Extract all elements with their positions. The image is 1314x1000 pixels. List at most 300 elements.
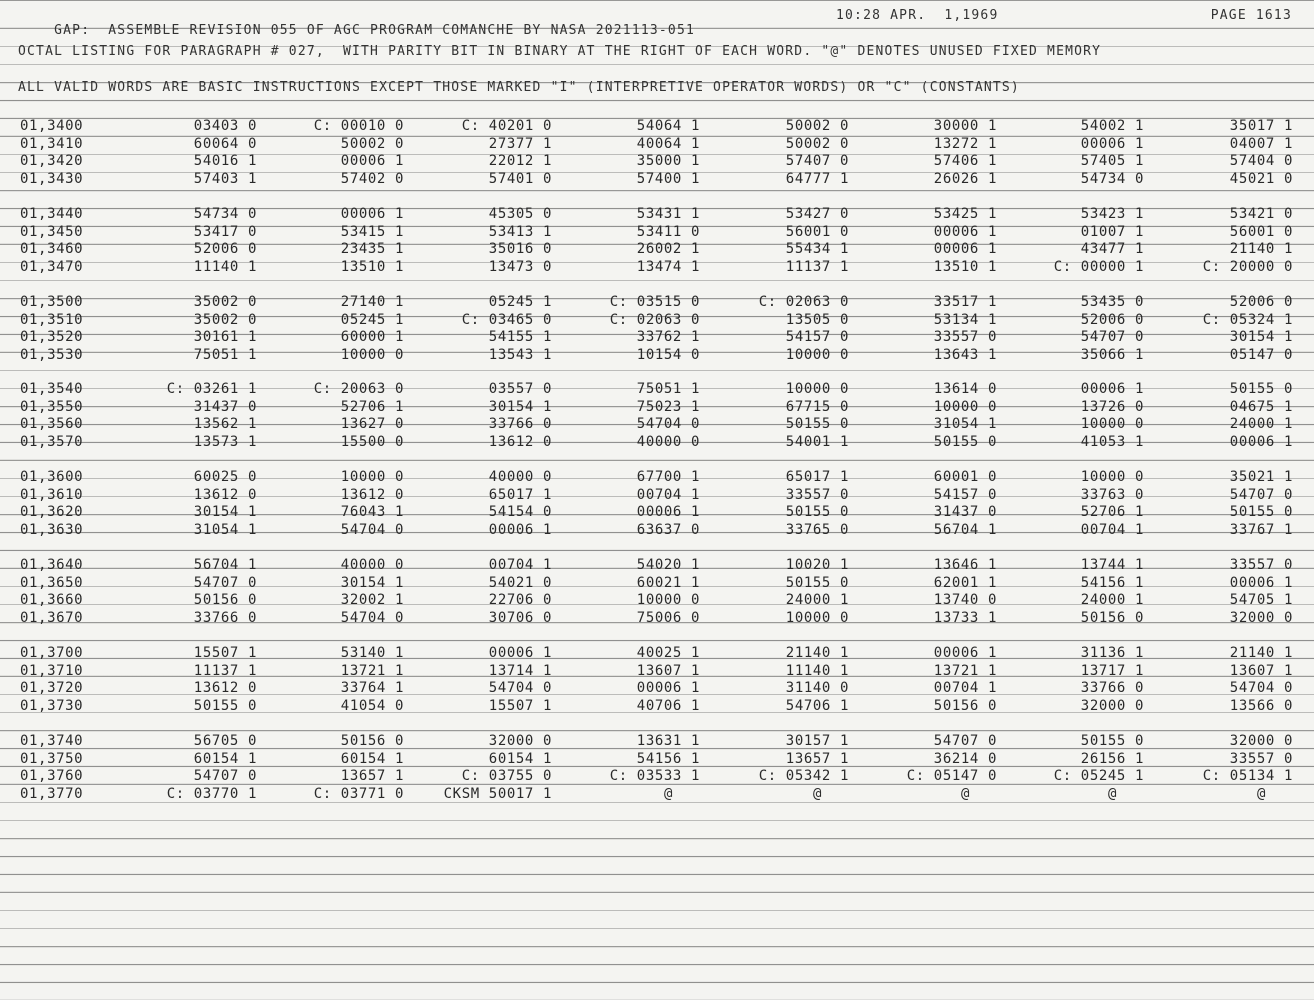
word-cell: 13657 1 xyxy=(340,768,404,785)
word-cell: 10154 0 xyxy=(636,346,700,363)
word-cell: 50155 0 xyxy=(933,433,997,450)
word-cell: 35021 1 xyxy=(1229,469,1293,485)
word-cell: 33557 0 xyxy=(785,486,849,503)
word-cell: 23435 1 xyxy=(340,241,404,258)
word-cell: 11140 1 xyxy=(193,258,257,275)
word-cell: @ xyxy=(1107,785,1117,802)
word-cell: 53134 1 xyxy=(933,311,997,328)
word-cell: 10000 0 xyxy=(785,381,849,397)
word-cell: 40706 1 xyxy=(636,697,700,714)
word-cell: 10020 1 xyxy=(785,557,849,573)
listing-row xyxy=(0,557,1314,575)
word-cell: 26002 1 xyxy=(636,241,700,258)
listing-row xyxy=(0,312,1314,330)
word-cell: 04675 1 xyxy=(1229,398,1293,415)
word-cell: 62001 1 xyxy=(933,574,997,591)
word-cell: 52006 0 xyxy=(193,241,257,258)
word-cell: 10000 0 xyxy=(785,346,849,363)
word-cell: 60154 1 xyxy=(193,750,257,767)
word-cell: 57402 0 xyxy=(340,170,404,187)
word-cell: 50156 0 xyxy=(933,697,997,714)
listing-row xyxy=(0,504,1314,522)
word-cell: 50155 0 xyxy=(785,574,849,591)
word-cell: 54704 0 xyxy=(636,416,700,433)
word-cell: 53423 1 xyxy=(1080,206,1144,222)
word-cell: 40064 1 xyxy=(636,135,700,152)
word-cell: 30154 1 xyxy=(340,574,404,591)
listing-group xyxy=(0,645,1314,715)
word-cell: 50155 0 xyxy=(785,504,849,521)
word-cell: C: 20000 0 xyxy=(1202,258,1293,275)
listing-row xyxy=(0,751,1314,769)
listing-group xyxy=(0,294,1314,364)
word-cell: 32000 0 xyxy=(1229,609,1293,626)
word-cell: 53417 0 xyxy=(193,223,257,240)
word-cell: 13744 1 xyxy=(1080,557,1144,573)
address-cell: 01,3420 xyxy=(20,153,84,170)
listing-row xyxy=(0,680,1314,698)
listing-row xyxy=(0,259,1314,277)
address-cell: 01,3630 xyxy=(20,521,84,538)
address-cell: 01,3520 xyxy=(20,329,84,346)
word-cell: 10000 0 xyxy=(340,346,404,363)
word-cell: 13614 0 xyxy=(933,381,997,397)
word-cell: C: 00000 1 xyxy=(1053,258,1144,275)
word-cell: @ xyxy=(663,785,673,802)
word-cell: 00006 1 xyxy=(488,645,552,661)
word-cell: 54707 0 xyxy=(193,574,257,591)
word-cell: 52006 0 xyxy=(1229,294,1293,310)
address-cell: 01,3760 xyxy=(20,768,84,785)
word-cell: 22012 1 xyxy=(488,153,552,170)
word-cell: 00006 1 xyxy=(340,206,404,222)
listing-row xyxy=(0,522,1314,540)
word-cell: 60000 1 xyxy=(340,329,404,346)
word-cell: 03403 0 xyxy=(193,118,257,134)
address-cell: 01,3470 xyxy=(20,258,84,275)
word-cell: 10000 0 xyxy=(785,609,849,626)
listing-row xyxy=(0,610,1314,628)
address-cell: 01,3430 xyxy=(20,170,84,187)
word-cell: 13657 1 xyxy=(785,750,849,767)
word-cell: 54001 1 xyxy=(785,433,849,450)
listing-row xyxy=(0,381,1314,399)
listing-row xyxy=(0,224,1314,242)
word-cell: 50156 0 xyxy=(340,733,404,749)
word-cell: 13612 0 xyxy=(193,680,257,697)
page-number: PAGE 1613 xyxy=(1210,8,1292,23)
word-cell: 50002 0 xyxy=(785,118,849,134)
word-cell: C: 03770 1 xyxy=(166,785,257,802)
word-cell: @ xyxy=(1256,785,1266,802)
address-cell: 01,3650 xyxy=(20,574,84,591)
word-cell: 54705 1 xyxy=(1229,592,1293,609)
word-cell: C: 03261 1 xyxy=(166,381,257,397)
word-cell: 35002 0 xyxy=(193,311,257,328)
word-cell: 27140 1 xyxy=(340,294,404,310)
word-cell: 54155 1 xyxy=(488,329,552,346)
word-cell: 53140 1 xyxy=(340,645,404,661)
word-cell: 64777 1 xyxy=(785,170,849,187)
word-cell: 13543 1 xyxy=(488,346,552,363)
address-cell: 01,3400 xyxy=(20,118,84,134)
word-cell: 30161 1 xyxy=(193,329,257,346)
listing-row xyxy=(0,153,1314,171)
word-cell: 45305 0 xyxy=(488,206,552,222)
listing-row xyxy=(0,592,1314,610)
word-cell: 00006 1 xyxy=(1080,381,1144,397)
word-cell: C: 05245 1 xyxy=(1053,768,1144,785)
word-cell: 00006 1 xyxy=(636,680,700,697)
word-cell: 57407 0 xyxy=(785,153,849,170)
listing-row xyxy=(0,645,1314,663)
word-cell: 54020 1 xyxy=(636,557,700,573)
listing-row xyxy=(0,469,1314,487)
word-cell: 13646 1 xyxy=(933,557,997,573)
word-cell: CKSM 50017 1 xyxy=(443,785,552,802)
word-cell: 00006 1 xyxy=(636,504,700,521)
address-cell: 01,3550 xyxy=(20,398,84,415)
word-cell: 45021 0 xyxy=(1229,170,1293,187)
word-cell: 00704 1 xyxy=(1080,521,1144,538)
word-cell: 00006 1 xyxy=(340,153,404,170)
word-cell: 33557 0 xyxy=(1229,750,1293,767)
word-cell: 13562 1 xyxy=(193,416,257,433)
word-cell: 36214 0 xyxy=(933,750,997,767)
address-cell: 01,3510 xyxy=(20,311,84,328)
word-cell: 57400 1 xyxy=(636,170,700,187)
word-cell: 50155 0 xyxy=(193,697,257,714)
listing-group xyxy=(0,733,1314,803)
address-cell: 01,3730 xyxy=(20,697,84,714)
word-cell: 10000 0 xyxy=(1080,416,1144,433)
word-cell: 13607 1 xyxy=(636,662,700,679)
address-cell: 01,3540 xyxy=(20,381,84,397)
listing-row xyxy=(0,575,1314,593)
word-cell: 04007 1 xyxy=(1229,135,1293,152)
address-cell: 01,3700 xyxy=(20,645,84,661)
address-cell: 01,3560 xyxy=(20,416,84,433)
word-cell: C: 02063 0 xyxy=(758,294,849,310)
address-cell: 01,3670 xyxy=(20,609,84,626)
word-cell: 75023 1 xyxy=(636,398,700,415)
word-cell: 10000 0 xyxy=(1080,469,1144,485)
word-cell: 13612 0 xyxy=(193,486,257,503)
word-cell: 54704 0 xyxy=(1229,680,1293,697)
word-cell: 54707 0 xyxy=(1229,486,1293,503)
word-cell: 01007 1 xyxy=(1080,223,1144,240)
word-cell: 15507 1 xyxy=(193,645,257,661)
word-cell: 33517 1 xyxy=(933,294,997,310)
listing-row xyxy=(0,329,1314,347)
listing-row xyxy=(0,733,1314,751)
word-cell: 60021 1 xyxy=(636,574,700,591)
listing-group xyxy=(0,469,1314,539)
header-note: ALL VALID WORDS ARE BASIC INSTRUCTIONS EXCEPT THOSE MARKED "I" (INTERPRETIVE OPERATOR WORDS) OR "C" (CONSTANTS) xyxy=(18,80,1020,95)
word-cell: 33767 1 xyxy=(1229,521,1293,538)
word-cell: 33763 0 xyxy=(1080,486,1144,503)
word-cell: 32000 0 xyxy=(488,733,552,749)
header-subtitle: OCTAL LISTING FOR PARAGRAPH # 027, WITH PARITY BIT IN BINARY AT THE RIGHT OF EACH WORD. "@" DENOTES UNUSED FIXED MEMORY xyxy=(18,44,1102,59)
listing-group xyxy=(0,557,1314,627)
address-cell: 01,3440 xyxy=(20,206,84,222)
word-cell: 54707 0 xyxy=(193,768,257,785)
listing-row xyxy=(0,416,1314,434)
word-cell: 67700 1 xyxy=(636,469,700,485)
word-cell: 33766 0 xyxy=(193,609,257,626)
word-cell: 60001 0 xyxy=(933,469,997,485)
word-cell: 13272 1 xyxy=(933,135,997,152)
word-cell: 35002 0 xyxy=(193,294,257,310)
word-cell: 31437 0 xyxy=(193,398,257,415)
word-cell: 57404 0 xyxy=(1229,153,1293,170)
listing-row xyxy=(0,294,1314,312)
word-cell: 24000 1 xyxy=(1229,416,1293,433)
word-cell: 33765 0 xyxy=(785,521,849,538)
word-cell: 54154 0 xyxy=(488,504,552,521)
word-cell: 56001 0 xyxy=(785,223,849,240)
word-cell: C: 02063 0 xyxy=(609,311,700,328)
word-cell: 55434 1 xyxy=(785,241,849,258)
listing-row xyxy=(0,136,1314,154)
word-cell: 54704 0 xyxy=(488,680,552,697)
listing-row xyxy=(0,434,1314,452)
word-cell: 54156 1 xyxy=(636,750,700,767)
word-cell: 53413 1 xyxy=(488,223,552,240)
word-cell: 53425 1 xyxy=(933,206,997,222)
word-cell: 32000 0 xyxy=(1080,697,1144,714)
word-cell: 33762 1 xyxy=(636,329,700,346)
word-cell: 13631 1 xyxy=(636,733,700,749)
word-cell: 32002 1 xyxy=(340,592,404,609)
word-cell: C: 03771 0 xyxy=(313,785,404,802)
word-cell: 31437 0 xyxy=(933,504,997,521)
address-cell: 01,3570 xyxy=(20,433,84,450)
word-cell: 57405 1 xyxy=(1080,153,1144,170)
word-cell: 00006 1 xyxy=(933,241,997,258)
word-cell: 13627 0 xyxy=(340,416,404,433)
header-timestamp: 10:28 APR. 1,1969 xyxy=(836,8,999,23)
word-cell: 75006 0 xyxy=(636,609,700,626)
word-cell: 50156 0 xyxy=(193,592,257,609)
word-cell: 54707 0 xyxy=(933,733,997,749)
word-cell: 05147 0 xyxy=(1229,346,1293,363)
word-cell: 13721 1 xyxy=(933,662,997,679)
word-cell: 57401 0 xyxy=(488,170,552,187)
word-cell: 10000 0 xyxy=(933,398,997,415)
word-cell: 65017 1 xyxy=(785,469,849,485)
word-cell: 13607 1 xyxy=(1229,662,1293,679)
word-cell: 50155 0 xyxy=(1229,381,1293,397)
word-cell: 13714 1 xyxy=(488,662,552,679)
word-cell: C: 05147 0 xyxy=(906,768,997,785)
word-cell: 50155 0 xyxy=(1229,504,1293,521)
word-cell: 10000 0 xyxy=(636,592,700,609)
word-cell: 33766 0 xyxy=(1080,680,1144,697)
word-cell: 54706 1 xyxy=(785,697,849,714)
address-cell: 01,3710 xyxy=(20,662,84,679)
word-cell: 00006 1 xyxy=(1080,135,1144,152)
word-cell: 75051 1 xyxy=(636,381,700,397)
word-cell: 54016 1 xyxy=(193,153,257,170)
word-cell: 30706 0 xyxy=(488,609,552,626)
word-cell: 50155 0 xyxy=(785,416,849,433)
word-cell: 53427 0 xyxy=(785,206,849,222)
word-cell: 33557 0 xyxy=(933,329,997,346)
word-cell: C: 20063 0 xyxy=(313,381,404,397)
listing-row xyxy=(0,171,1314,189)
word-cell: 67715 0 xyxy=(785,398,849,415)
word-cell: 13643 1 xyxy=(933,346,997,363)
word-cell: 35000 1 xyxy=(636,153,700,170)
word-cell: 50002 0 xyxy=(340,135,404,152)
listing-row xyxy=(0,663,1314,681)
word-cell: 27377 1 xyxy=(488,135,552,152)
word-cell: 15507 1 xyxy=(488,697,552,714)
word-cell: 60025 0 xyxy=(193,469,257,485)
listing-row xyxy=(0,768,1314,786)
word-cell: 53421 0 xyxy=(1229,206,1293,222)
word-cell: 26026 1 xyxy=(933,170,997,187)
word-cell: C: 00010 0 xyxy=(313,118,404,134)
word-cell: C: 03533 1 xyxy=(609,768,700,785)
word-cell: 56001 0 xyxy=(1229,223,1293,240)
word-cell: 13721 1 xyxy=(340,662,404,679)
word-cell: 13612 0 xyxy=(340,486,404,503)
word-cell: 53411 0 xyxy=(636,223,700,240)
listing-group xyxy=(0,381,1314,451)
word-cell: 31136 1 xyxy=(1080,645,1144,661)
word-cell: 43477 1 xyxy=(1080,241,1144,258)
word-cell: C: 03755 0 xyxy=(461,768,552,785)
word-cell: 21140 1 xyxy=(785,645,849,661)
word-cell: 24000 1 xyxy=(785,592,849,609)
word-cell: 13505 0 xyxy=(785,311,849,328)
word-cell: 13510 1 xyxy=(340,258,404,275)
address-cell: 01,3740 xyxy=(20,733,84,749)
word-cell: C: 05134 1 xyxy=(1202,768,1293,785)
address-cell: 01,3620 xyxy=(20,504,84,521)
word-cell: 50156 0 xyxy=(1080,609,1144,626)
address-cell: 01,3610 xyxy=(20,486,84,503)
word-cell: 33764 1 xyxy=(340,680,404,697)
word-cell: 54734 0 xyxy=(193,206,257,222)
word-cell: 11140 1 xyxy=(785,662,849,679)
word-cell: 40000 0 xyxy=(488,469,552,485)
word-cell: 30000 1 xyxy=(933,118,997,134)
word-cell: 00006 1 xyxy=(1229,574,1293,591)
word-cell: C: 03465 0 xyxy=(461,311,552,328)
word-cell: 54021 0 xyxy=(488,574,552,591)
listing-row xyxy=(0,399,1314,417)
word-cell: 00006 1 xyxy=(933,223,997,240)
address-cell: 01,3660 xyxy=(20,592,84,609)
listing-row xyxy=(0,487,1314,505)
address-cell: 01,3410 xyxy=(20,135,84,152)
word-cell: 33557 0 xyxy=(1229,557,1293,573)
word-cell: 31140 0 xyxy=(785,680,849,697)
word-cell: 40000 0 xyxy=(340,557,404,573)
word-cell: 13566 0 xyxy=(1229,697,1293,714)
word-cell: 22706 0 xyxy=(488,592,552,609)
word-cell: 00704 1 xyxy=(488,557,552,573)
word-cell: 56704 1 xyxy=(933,521,997,538)
word-cell: 05245 1 xyxy=(488,294,552,310)
word-cell: 00006 1 xyxy=(933,645,997,661)
word-cell: 13573 1 xyxy=(193,433,257,450)
word-cell: 41053 1 xyxy=(1080,433,1144,450)
word-cell: 26156 1 xyxy=(1080,750,1144,767)
word-cell: 00006 1 xyxy=(488,521,552,538)
word-cell: 54704 0 xyxy=(340,521,404,538)
word-cell: 53435 0 xyxy=(1080,294,1144,310)
word-cell: 21140 1 xyxy=(1229,645,1293,661)
word-cell: 13717 1 xyxy=(1080,662,1144,679)
word-cell: 13474 1 xyxy=(636,258,700,275)
word-cell: 75051 1 xyxy=(193,346,257,363)
word-cell: 31054 1 xyxy=(933,416,997,433)
word-cell: 30154 1 xyxy=(488,398,552,415)
word-cell: 54157 0 xyxy=(933,486,997,503)
address-cell: 01,3600 xyxy=(20,469,84,485)
word-cell: 30157 1 xyxy=(785,733,849,749)
word-cell: 56705 0 xyxy=(193,733,257,749)
word-cell: 52006 0 xyxy=(1080,311,1144,328)
word-cell: 50002 0 xyxy=(785,135,849,152)
word-cell: C: 05324 1 xyxy=(1202,311,1293,328)
word-cell: 54156 1 xyxy=(1080,574,1144,591)
listing-group xyxy=(0,118,1314,188)
word-cell: 54157 0 xyxy=(785,329,849,346)
address-cell: 01,3460 xyxy=(20,241,84,258)
word-cell: 03557 0 xyxy=(488,381,552,397)
word-cell: C: 40201 0 xyxy=(461,118,552,134)
listing-row xyxy=(0,206,1314,224)
word-cell: 15500 0 xyxy=(340,433,404,450)
word-cell: C: 05342 1 xyxy=(758,768,849,785)
word-cell: 35017 1 xyxy=(1229,118,1293,134)
listing-row xyxy=(0,241,1314,259)
header-title: GAP: ASSEMBLE REVISION 055 OF AGC PROGRAM COMANCHE BY NASA 2021113-051 xyxy=(54,23,696,38)
word-cell: 40000 0 xyxy=(636,433,700,450)
word-cell: 56704 1 xyxy=(193,557,257,573)
word-cell: 76043 1 xyxy=(340,504,404,521)
listing-row xyxy=(0,118,1314,136)
word-cell: 10000 0 xyxy=(340,469,404,485)
word-cell: 63637 0 xyxy=(636,521,700,538)
word-cell: 41054 0 xyxy=(340,697,404,714)
address-cell: 01,3770 xyxy=(20,785,84,802)
word-cell: C: 03515 0 xyxy=(609,294,700,310)
word-cell: @ xyxy=(960,785,970,802)
word-cell: 24000 1 xyxy=(1080,592,1144,609)
word-cell: 65017 1 xyxy=(488,486,552,503)
word-cell: 35066 1 xyxy=(1080,346,1144,363)
address-cell: 01,3450 xyxy=(20,223,84,240)
word-cell: 40025 1 xyxy=(636,645,700,661)
word-cell: 50155 0 xyxy=(1080,733,1144,749)
word-cell: 52706 1 xyxy=(340,398,404,415)
word-cell: 54707 0 xyxy=(1080,329,1144,346)
word-cell: 57403 1 xyxy=(193,170,257,187)
word-cell: 54704 0 xyxy=(340,609,404,626)
word-cell: 00006 1 xyxy=(1229,433,1293,450)
address-cell: 01,3500 xyxy=(20,294,84,310)
word-cell: 13740 0 xyxy=(933,592,997,609)
word-cell: 13733 1 xyxy=(933,609,997,626)
word-cell: 00704 1 xyxy=(636,486,700,503)
word-cell: 60064 0 xyxy=(193,135,257,152)
